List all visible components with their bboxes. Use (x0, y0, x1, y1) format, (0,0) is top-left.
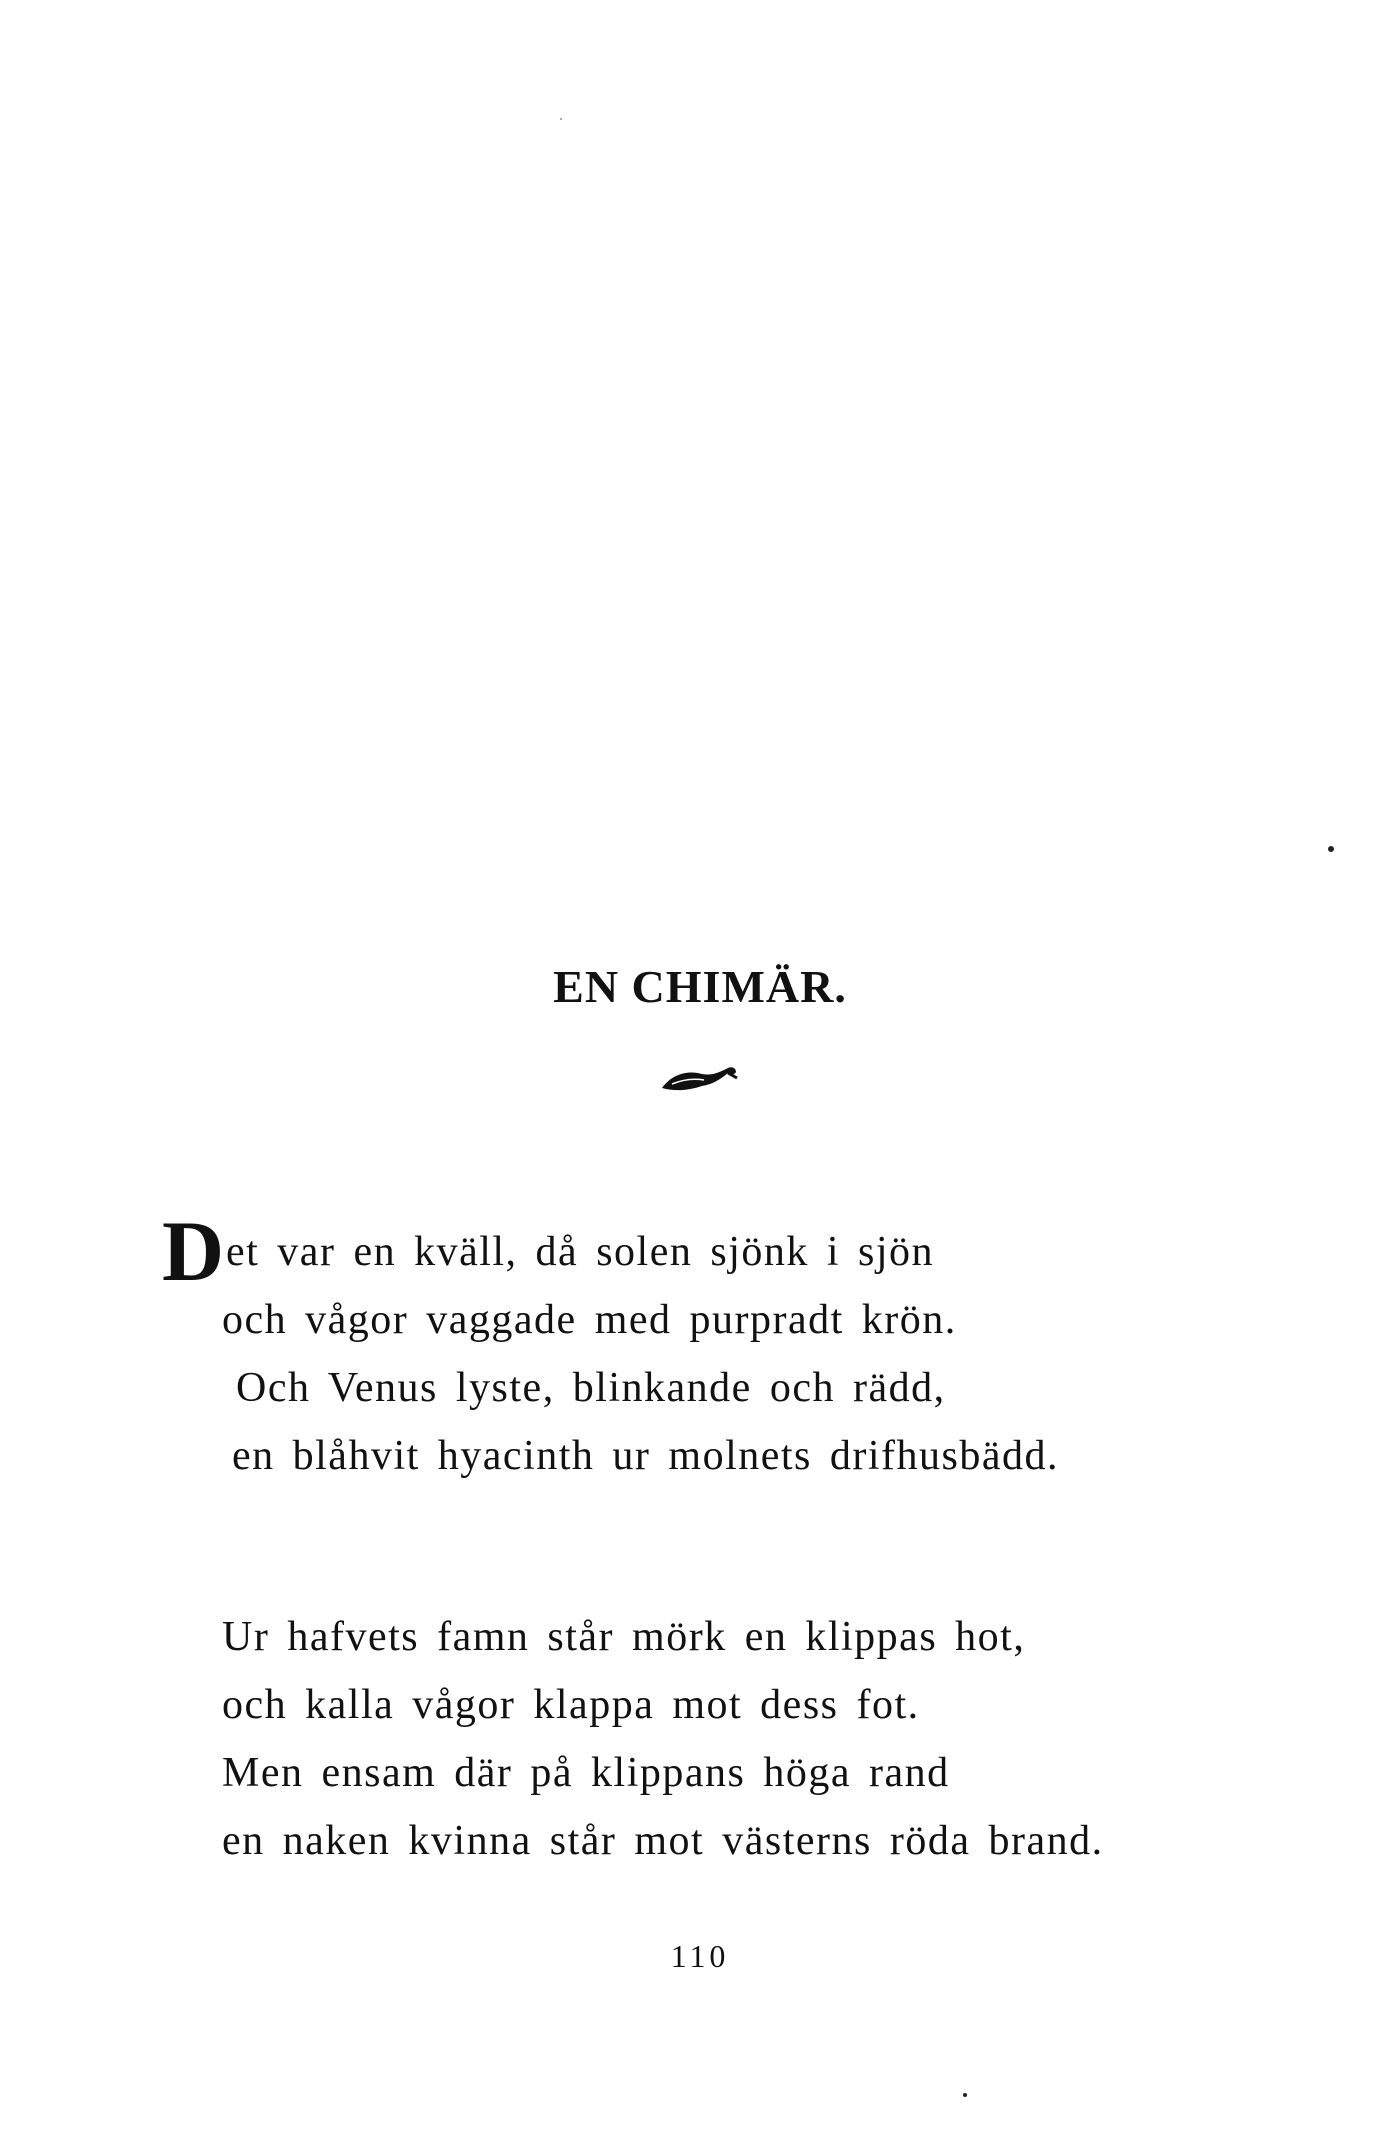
page-number: 110 (670, 1938, 730, 1974)
stanza-2-line-1: Ur hafvets famn står mörk en klippas hot, (222, 1614, 1026, 1660)
scan-speck (963, 2093, 967, 2097)
stanza-1 (222, 1218, 1059, 1490)
stanza-2-line-4: en naken kvinna står mot västerns röda brand. (222, 1818, 1104, 1864)
poem-title: EN CHIMÄR. (553, 961, 847, 1012)
stanza-2-line-3: Men ensam där på klippans höga rand (222, 1750, 950, 1796)
stanza-2 (222, 1603, 1104, 1875)
stanza-2-line-2: och kalla vågor klappa mot dess fot. (222, 1682, 920, 1728)
scan-speck (1328, 846, 1334, 852)
drop-cap: D (162, 1203, 225, 1299)
fleuron-ornament-icon (658, 1062, 740, 1098)
stanza-1-line-3: Och Venus lyste, blinkande och rädd, (236, 1365, 946, 1411)
stanza-1-line-1: et var en kväll, då solen sjönk i sjön (226, 1229, 935, 1275)
stanza-1-line-4: en blåhvit hyacinth ur molnets drifhusbädd. (232, 1433, 1060, 1479)
stanza-1-line-2: och vågor vaggade med purpradt krön. (222, 1297, 957, 1343)
scan-speck (560, 118, 562, 120)
